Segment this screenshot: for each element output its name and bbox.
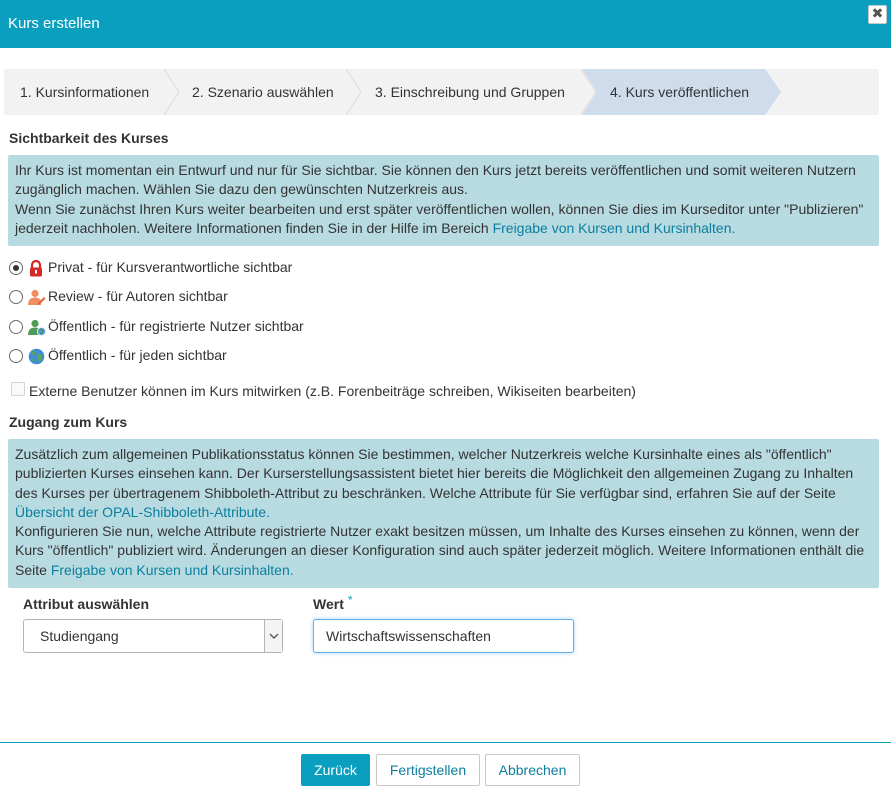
access-info-text-2: Konfigurieren Sie nun, welche Attribute registrierte Nutzer exakt besitzen müssen, um Inhalte des Kurses einsehen zu können, wenn der Kurs "öffentlich" publiziert wird. Änderungen an dieser Konfiguration sind auch später jederzeit möglich. Weitere Informationen enthält die Seite xyxy=(15,523,865,578)
close-icon[interactable]: ✖ xyxy=(868,5,887,24)
registered-user-icon xyxy=(28,319,46,336)
wizard-step-label: 2. Szenario auswählen xyxy=(192,84,334,100)
access-info-text-1: Zusätzlich zum allgemeinen Publikationsstatus können Sie bestimmen, welcher Nutzerkreis welche Kursinhalte eines als "öffentlich" publizierten Kurses einsehen kann. Der Kurserstellungsassistent bietet hier bereits die Möglichkeit den allgemeinen Zugang zu Inhalten des Kurses per übertragenem Shibboleth-Attribut zu beschränken. Welche Attribute für Sie verfügbar sind, erfahren Sie auf der Seite xyxy=(15,446,854,501)
radio-option-jeder[interactable] xyxy=(9,347,309,367)
radio-button[interactable] xyxy=(9,349,23,363)
attribute-select-value: Studiengang xyxy=(40,628,119,644)
visibility-info-text-1: Ihr Kurs ist momentan ein Entwurf und nur für Sie sichtbar. Sie können den Kurs jetzt bereits veröffentlichen und somit weiteren Nutzern zugänglich machen. Wählen Sie dazu den gewünschten Nutzerkreis aus. xyxy=(15,162,856,198)
dialog-titlebar xyxy=(0,0,891,48)
visibility-section-title: Sichtbarkeit des Kurses xyxy=(9,130,169,146)
external-users-checkbox[interactable] xyxy=(11,382,25,396)
wizard-steps xyxy=(4,69,879,115)
wizard-step-label: 3. Einschreibung und Gruppen xyxy=(375,84,565,100)
visibility-info-box xyxy=(8,155,879,246)
radio-option-registriert[interactable] xyxy=(9,318,329,338)
chevron-down-icon xyxy=(265,620,283,652)
value-label-row xyxy=(313,593,353,612)
radio-option-review[interactable] xyxy=(9,288,309,308)
access-help-link[interactable]: Freigabe von Kursen und Kursinhalten. xyxy=(50,561,294,578)
cancel-button[interactable]: Abbrechen xyxy=(485,754,580,786)
wizard-step-kursinformationen[interactable] xyxy=(4,69,180,115)
select-arrow[interactable] xyxy=(264,620,282,652)
finish-button[interactable]: Fertigstellen xyxy=(376,754,480,786)
required-marker: * xyxy=(347,593,353,607)
radio-label: Öffentlich - für registrierte Nutzer sichtbar xyxy=(48,318,304,334)
attribute-label: Attribut auswählen xyxy=(23,596,150,612)
radio-label: Öffentlich - für jeden sichtbar xyxy=(48,347,227,363)
author-icon xyxy=(28,289,46,306)
value-input[interactable] xyxy=(313,619,574,653)
wizard-step-szenario[interactable] xyxy=(165,69,362,115)
wizard-step-label: 4. Kurs veröffentlichen xyxy=(610,84,750,100)
dialog-title: Kurs erstellen xyxy=(8,15,100,32)
visibility-help-link[interactable]: Freigabe von Kursen und Kursinhalten. xyxy=(492,219,736,236)
wizard-step-einschreibung[interactable] xyxy=(347,69,597,115)
access-section-title: Zugang zum Kurs xyxy=(9,414,128,430)
wizard-step-veroeffentlichen[interactable] xyxy=(582,69,782,115)
back-button[interactable]: Zurück xyxy=(301,754,370,786)
visibility-info-text-2: Wenn Sie zunächst Ihren Kurs weiter bearbeiten und erst später veröffentlichen wollen, können Sie dies im Kurseditor unter "Publizieren" jederzeit nachholen. Weitere Informationen finden Sie in der Hilfe im Bereich xyxy=(15,200,864,236)
radio-button[interactable] xyxy=(9,320,23,334)
access-info-box xyxy=(8,439,879,588)
shibboleth-attributes-link[interactable]: Übersicht der OPAL-Shibboleth-Attribute. xyxy=(15,503,270,520)
radio-option-privat[interactable] xyxy=(9,259,309,279)
attribute-select[interactable] xyxy=(23,619,283,653)
radio-button[interactable] xyxy=(9,261,23,275)
lock-icon xyxy=(28,260,44,277)
globe-icon xyxy=(28,348,45,365)
footer-divider xyxy=(0,742,891,743)
external-users-label: Externe Benutzer können im Kurs mitwirken (z.B. Forenbeiträge schreiben, Wikiseiten bearbeiten) xyxy=(29,383,636,399)
radio-label: Review - für Autoren sichtbar xyxy=(48,288,228,304)
value-label: Wert xyxy=(313,596,344,612)
radio-label: Privat - für Kursverantwortliche sichtbar xyxy=(48,259,293,275)
wizard-step-label: 1. Kursinformationen xyxy=(20,84,150,100)
radio-button[interactable] xyxy=(9,290,23,304)
